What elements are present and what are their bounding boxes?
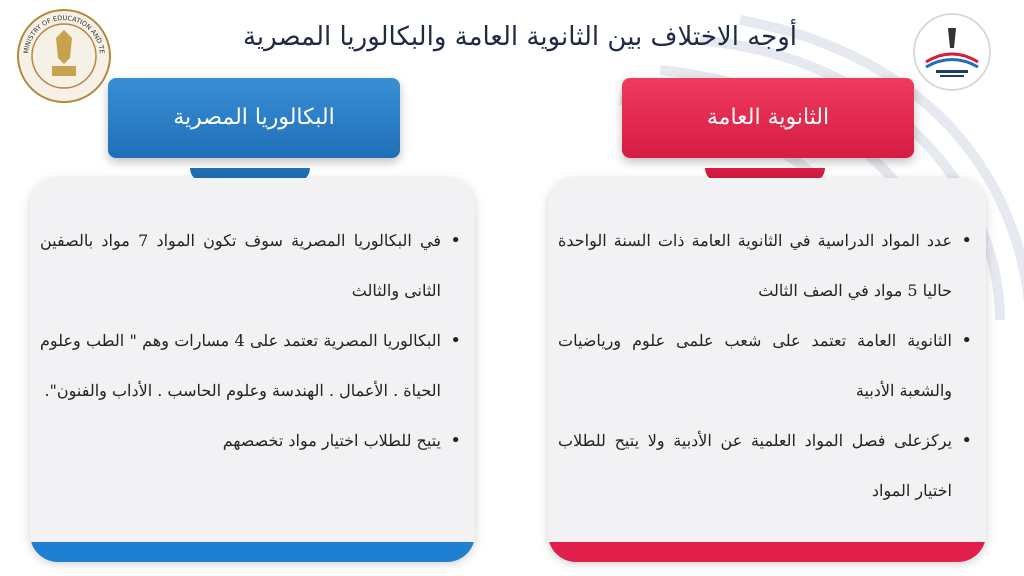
list-item: • عدد المواد الدراسية في الثانوية العامة ذات السنة الواحدة حاليا 5 مواد في الصف الثالث: [558, 216, 974, 316]
list-item: • الثانوية العامة تعتمد على شعب علمى علوم ورياضيات والشعبة الأدبية: [558, 316, 974, 416]
header-egyptian-baccalaureate: البكالوريا المصرية: [108, 78, 400, 158]
card-bottom-bar-right: [548, 542, 986, 562]
directorate-logo: [912, 12, 992, 92]
card-bottom-bar-left: [30, 542, 475, 562]
ministry-seal-logo: [16, 8, 112, 104]
list-item: • يركزعلى فصل المواد العلمية عن الأدبية ولا يتيح للطلاب اختيار المواد: [558, 416, 974, 516]
svg-text:MINISTRY OF EDUCATION AND TECH: MINISTRY OF EDUCATION AND TE: [22, 13, 106, 55]
baccalaureate-list: [40, 216, 463, 466]
page-title: أوجه الاختلاف بين الثانوية العامة والبكالوريا المصرية: [242, 22, 798, 52]
list-item: • في البكالوريا المصرية سوف تكون المواد 7 مواد بالصفين الثانى والثالث: [40, 216, 463, 316]
header-general-secondary: الثانوية العامة: [622, 78, 914, 158]
list-item: • يتيح للطلاب اختيار مواد تخصصهم: [40, 416, 463, 466]
general-secondary-list: [558, 216, 974, 516]
general-secondary-card: [548, 178, 986, 562]
list-item: • البكالوريا المصرية تعتمد على 4 مسارات وهم " الطب وعلوم الحياة . الأعمال . الهندسة وعلوم الحاسب . الأداب والفنون".: [40, 316, 463, 416]
baccalaureate-card: [30, 178, 475, 562]
